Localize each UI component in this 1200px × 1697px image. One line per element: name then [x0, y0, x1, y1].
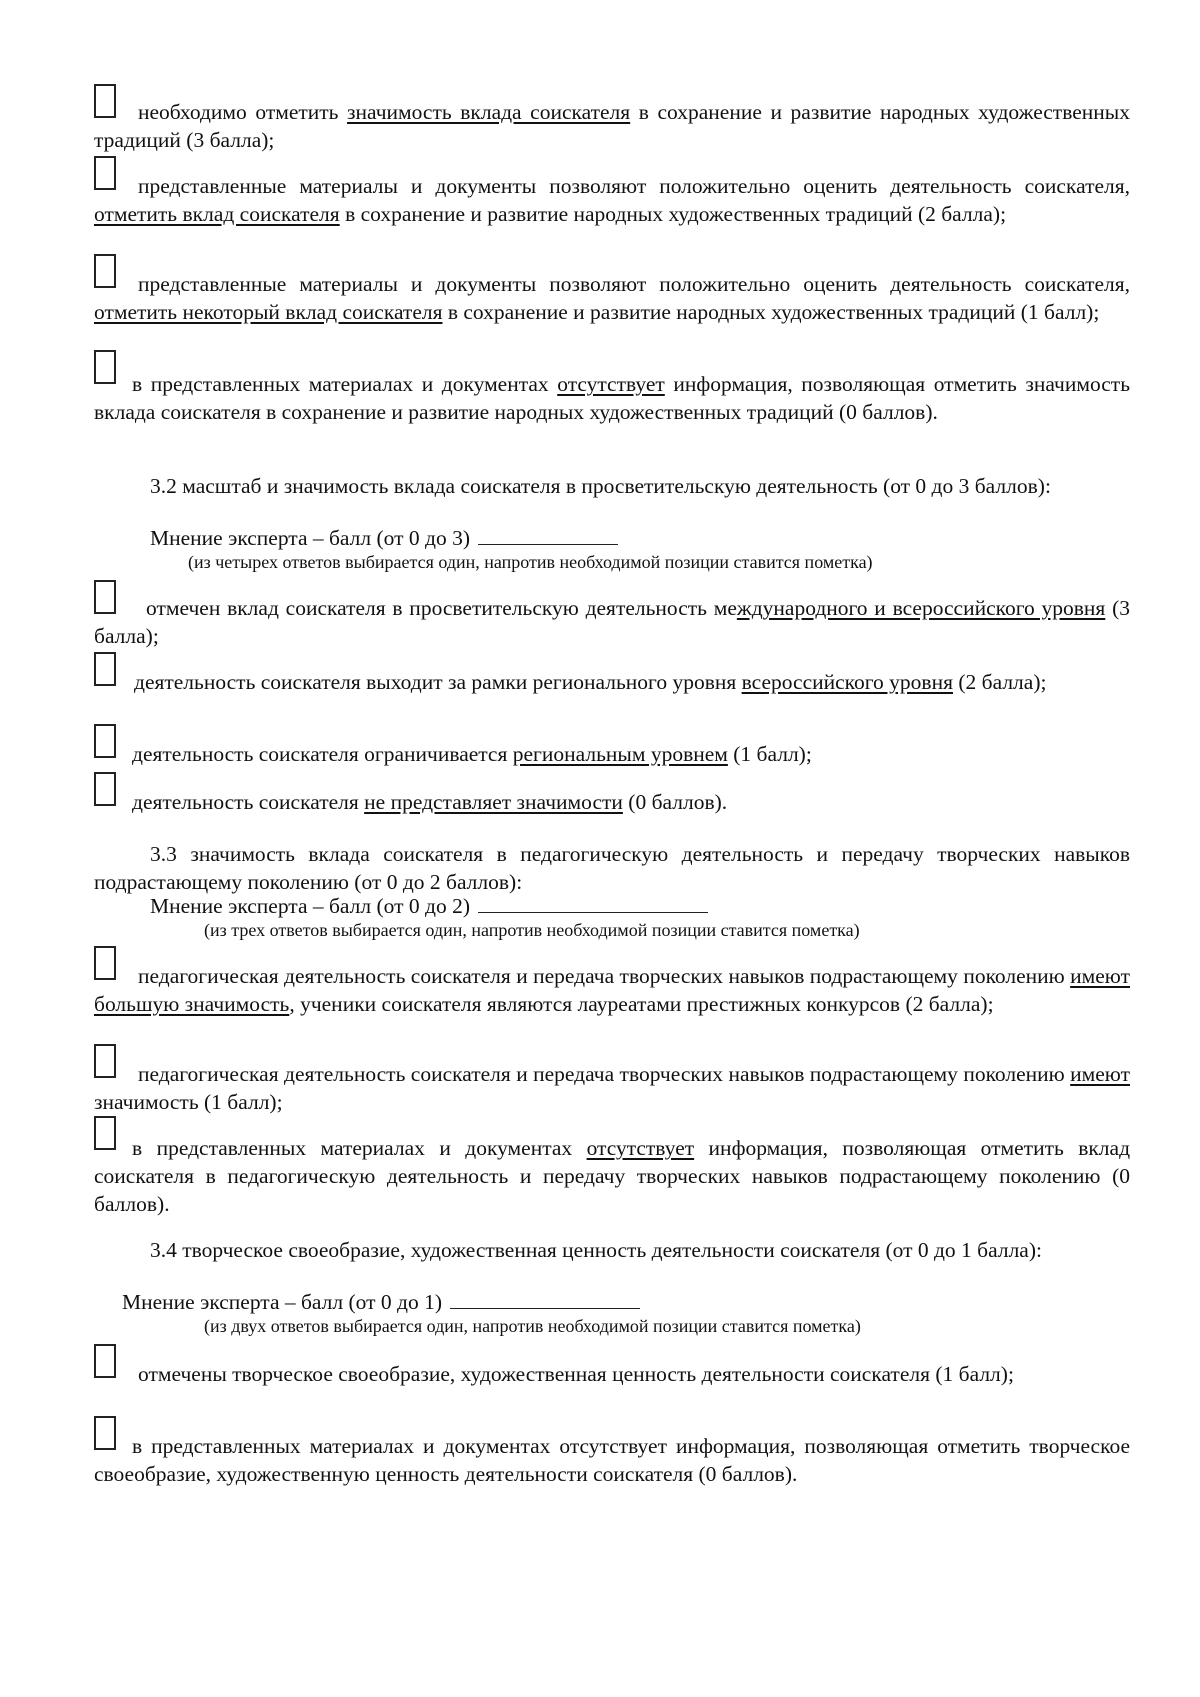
option-text: (3 балла);: [94, 596, 1130, 648]
option-31-1: [94, 98, 1130, 154]
option-text: педагогическая деятельность соискателя и передача творческих навыков подрастающему поколению: [138, 964, 1071, 988]
option-text: информация, позволяющая отметить значимость вклада соискателя в сохранение и развитие народных художественных традиций (0 баллов).: [94, 372, 1131, 424]
option-31-3: [94, 270, 1130, 326]
option-underlined-text: отметить вклад соискателя: [94, 202, 340, 226]
option-text: отмечен вклад соискателя в просветительскую деятельность ме: [146, 596, 737, 620]
option-34-2: [94, 1432, 1130, 1488]
option-text: (0 баллов).: [622, 790, 728, 814]
selection-note: (из трех ответов выбирается один, напротив необходимой позиции ставится пометка): [204, 920, 860, 940]
expert-score-line: [150, 892, 708, 920]
selection-note: (из четырех ответов выбирается один, напротив необходимой позиции ставится пометка): [188, 552, 873, 572]
option-underlined-text: отсутствует: [586, 1136, 695, 1160]
option-31-2: [94, 172, 1130, 228]
option-33-3: [94, 1134, 1130, 1218]
expert-score-line: [150, 524, 618, 552]
option-underlined-text: имеют: [1070, 1062, 1130, 1086]
section-34-heading: 3.4 творческое своеобразие, художественная ценность деятельности соискателя (от 0 до 1 балла):: [150, 1238, 1042, 1262]
expert-score-blank[interactable]: [450, 1288, 640, 1309]
option-32-1: [94, 594, 1130, 650]
option-text: педагогическая деятельность соискателя и передача творческих навыков подрастающему поколению: [138, 1062, 1071, 1086]
option-text: в сохранение и развитие народных художественных традиций (1 балл);: [442, 300, 1100, 324]
option-underlined-text: не представляет значимости: [364, 790, 623, 814]
option-underlined-text: ждународного и всероссийского уровня: [736, 596, 1106, 620]
option-text: (1 балл);: [727, 742, 812, 766]
option-underlined-text: имеют большую значимость: [94, 964, 1130, 1016]
option-text: в сохранение и развитие народных художественных традиций (2 балла);: [339, 202, 1007, 226]
expert-label: Мнение эксперта – балл (от 0 до 1): [122, 1290, 442, 1314]
option-text: , ученики соискателя являются лауреатами престижных конкурсов (2 балла);: [289, 992, 994, 1016]
expert-label: Мнение эксперта – балл (от 0 до 2): [150, 894, 470, 918]
option-32-4: [94, 788, 1130, 816]
option-text: представленные материалы и документы позволяют положительно оценить деятельность соискателя,: [138, 174, 1130, 198]
option-text: деятельность соискателя ограничивается: [132, 742, 513, 766]
selection-note: (из двух ответов выбирается один, напротив необходимой позиции ставится пометка): [204, 1316, 861, 1336]
section-33-heading: 3.3 значимость вклада соискателя в педагогическую деятельность и передачу творческих навыков подрастающему поколению (от 0 до 2 баллов):: [94, 842, 1130, 894]
option-underlined-text: отсутствует: [557, 372, 665, 396]
option-text: в представленных материалах и документах отсутствует информация, позволяющая отметить творческое своеобразие, художественную ценность деятельности соискателя (0 баллов).: [94, 1434, 1130, 1486]
option-text: представленные материалы и документы позволяют положительно оценить деятельность соискателя,: [138, 272, 1130, 296]
option-text: информация, позволяющая отметить вклад соискателя в педагогическую деятельность и передачу творческих навыков подрастающему поколению (0 баллов).: [94, 1136, 1131, 1216]
option-32-2: [94, 668, 1130, 696]
option-text: в сохранение и развитие народных художественных традиций (3 балла);: [94, 100, 1130, 152]
option-31-4: [94, 370, 1130, 426]
expert-score-blank[interactable]: [478, 892, 708, 913]
option-text: в представленных материалах и документах: [132, 372, 558, 396]
option-text: деятельность соискателя выходит за рамки регионального уровня: [134, 670, 742, 694]
option-text: деятельность соискателя: [132, 790, 365, 814]
option-text: (2 балла);: [952, 670, 1047, 694]
option-32-3: [94, 740, 1130, 768]
section-32-heading: 3.2 масштаб и значимость вклада соискателя в просветительскую деятельность (от 0 до 3 баллов):: [150, 474, 1051, 498]
expert-score-line: [122, 1288, 640, 1316]
option-text: необходимо отметить: [138, 100, 348, 124]
option-33-1: [94, 962, 1130, 1018]
option-underlined-text: отметить некоторый вклад соискателя: [94, 300, 443, 324]
option-text: отмечены творческое своеобразие, художественная ценность деятельности соискателя (1 балл);: [138, 1362, 1014, 1386]
option-underlined-text: значимость вклада соискателя: [347, 100, 631, 124]
option-underlined-text: всероссийского уровня: [741, 670, 953, 694]
option-text: в представленных материалах и документах: [132, 1136, 587, 1160]
option-underlined-text: региональным уровнем: [512, 742, 728, 766]
option-text: значимость (1 балл);: [94, 1090, 283, 1114]
option-33-2: [94, 1060, 1130, 1116]
expert-label: Мнение эксперта – балл (от 0 до 3): [150, 526, 470, 550]
expert-score-blank[interactable]: [478, 524, 618, 545]
option-34-1: [94, 1360, 1130, 1388]
